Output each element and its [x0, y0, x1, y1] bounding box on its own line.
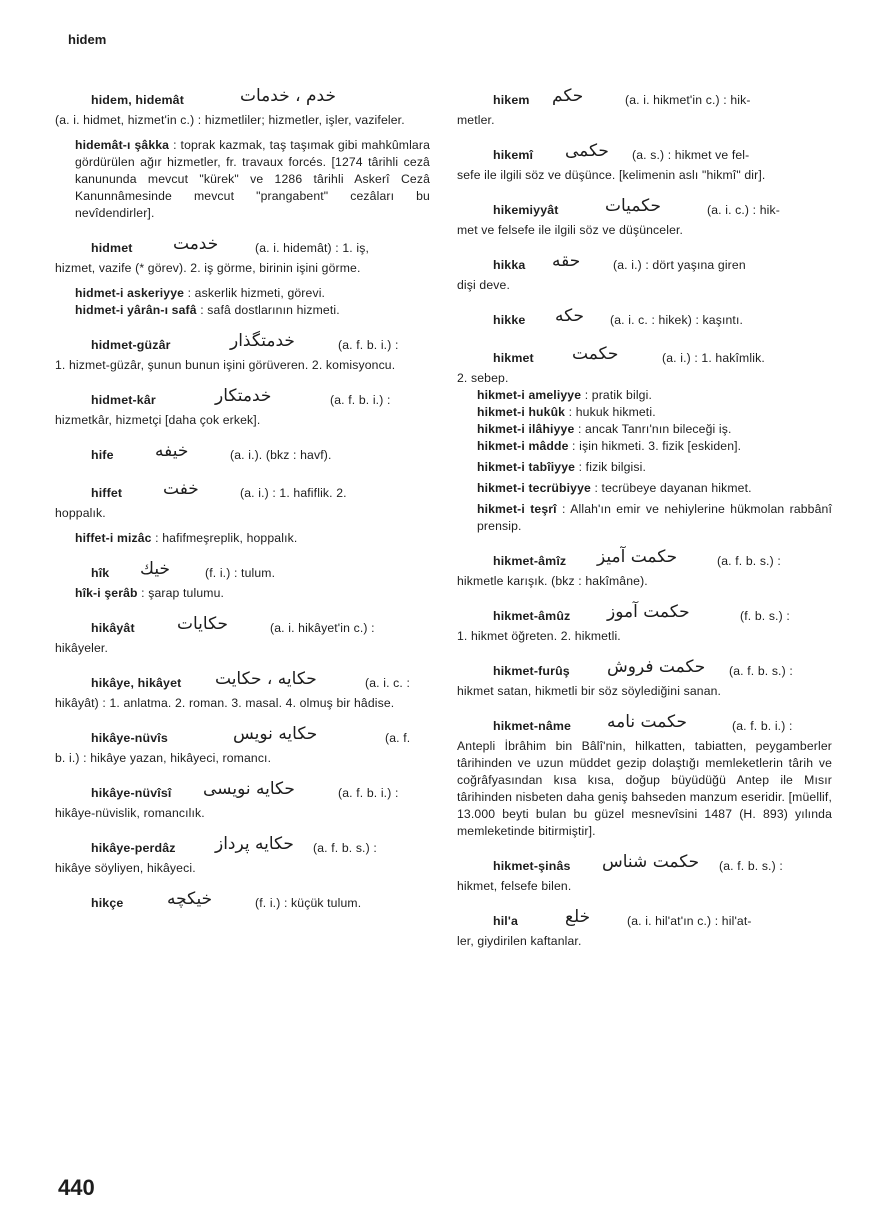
headword: hikka — [493, 258, 526, 272]
entry-subentry — [477, 501, 832, 535]
grammar-note: (f. b. s.) : — [740, 609, 790, 623]
arabic-spelling: حكمت نامه — [607, 712, 687, 732]
definition: hizmet, vazife (* görev). 2. iş görme, birinin işini görme. — [55, 261, 361, 275]
arabic-spelling: حكمى — [565, 141, 609, 161]
entry-hik — [55, 561, 430, 585]
arabic-spelling: حكمت آميز — [597, 547, 678, 567]
grammar-note: (a. i. hikâyet'in c.) : — [270, 621, 375, 635]
entry-hidmet-guzar — [55, 333, 430, 374]
definition-text: : toprak kazmak, taş taşımak gibi mahkûmlara gördürülen ağır hizmetler, fr. travaux forcés. [1274 târihli cezâ kanununda mevcut "kürek" ve 1286 târihli Askerî Cezâ Kanunnâmesinde mevcut "prangabent" cezâları bu nevîdendirler]. — [75, 138, 430, 220]
definition: ler, giydirilen kaftanlar. — [457, 934, 582, 948]
arabic-spelling: حكمت آموز — [607, 602, 690, 622]
headword: hikâyât — [91, 621, 135, 635]
grammar-note: (a. i. c. : — [365, 676, 410, 690]
grammar-note: (a. f. b. i.) : — [338, 338, 399, 352]
definition: sefe ile ilgili söz ve düşünce. [kelimenin aslı "hikmî" dir]. — [457, 168, 766, 182]
grammar-note: (a. s.) : hikmet ve fel- — [632, 148, 750, 162]
arabic-spelling: حكه — [555, 306, 585, 326]
definition — [75, 137, 430, 222]
headword: hikmet-i ilâhiyye — [477, 422, 575, 436]
headword: hidem, hidemât — [91, 93, 184, 107]
entry-hikmet — [457, 346, 832, 387]
headword: hikem — [493, 93, 530, 107]
arabic-spelling: خيكچه — [167, 889, 213, 909]
entry-hidmet — [55, 236, 430, 277]
headword: hidmet-i yârân-ı safâ — [75, 303, 197, 317]
headword: hîk — [91, 566, 110, 580]
arabic-spelling: حكميات — [605, 196, 662, 216]
entry-hikke — [457, 308, 832, 332]
headword: hikmet-i hukûk — [477, 405, 566, 419]
definition-text: : Allah'ın emir ve nehiylerine hükmolan rabbânî prensip. — [477, 502, 832, 533]
arabic-spelling: خدمتكار — [215, 386, 272, 406]
grammar-note: (a. f. b. i.) : — [732, 719, 793, 733]
left-column — [55, 88, 430, 915]
definition: hizmetkâr, hizmetçi [daha çok erkek]. — [55, 413, 261, 427]
definition-text: : tecrübeye dayanan hikmet. — [594, 481, 752, 495]
entry-hikmet-name — [457, 714, 832, 840]
definition: hikâyât) : 1. anlatma. 2. roman. 3. masal. 4. olmuş bir hâdise. — [55, 696, 395, 710]
headword: hife — [91, 448, 114, 462]
grammar-note: (a. f. b. i.) : — [330, 393, 391, 407]
definition-text: : hafifmeşreplik, hoppalık. — [155, 531, 298, 545]
headword: hîk-i şerâb — [75, 586, 138, 600]
headword: hikmet-i teşrî — [477, 502, 557, 516]
definition: 1. hizmet-güzâr, şunun bunun işini görüveren. 2. komisyoncu. — [55, 358, 396, 372]
arabic-spelling: خلع — [565, 907, 591, 927]
grammar-note: (f. i.) : tulum. — [205, 566, 276, 580]
headword: hikmet-i tecrübiyye — [477, 481, 591, 495]
arabic-spelling: حكمت — [572, 344, 619, 364]
headword: hil'a — [493, 914, 519, 928]
grammar-note: (a. i. hikmet'in c.) : hik- — [625, 93, 751, 107]
arabic-spelling: خيفه — [155, 441, 189, 461]
definition-text: : ancak Tanrı'nın bileceği iş. — [577, 422, 732, 436]
entry-subentry — [477, 459, 832, 476]
arabic-spelling: حكمت شناس — [602, 852, 700, 872]
headword: hikemî — [493, 148, 534, 162]
headword: hiffet-i mizâc — [75, 531, 152, 545]
headword: hikmet-furûş — [493, 664, 570, 678]
headword: hikke — [493, 313, 526, 327]
entry-subentry — [477, 480, 832, 497]
arabic-spelling: خدم ، خدمات — [240, 86, 336, 106]
headword: hidmet — [91, 241, 133, 255]
definition-text: : fizik bilgisi. — [578, 460, 647, 474]
headword: hikmet-i tabîiyye — [477, 460, 576, 474]
definition-text: : pratik bilgi. — [584, 388, 652, 402]
entry-hikaye-nuvis — [55, 726, 430, 767]
entry-hife — [55, 443, 430, 467]
grammar-note: (a. f. b. s.) : — [729, 664, 793, 678]
entry-subentry — [477, 404, 832, 421]
entry-hikaye — [55, 671, 430, 712]
entry-subentry — [477, 387, 832, 404]
headword: hikmet-nâme — [493, 719, 572, 733]
definition-text: : işin hikmeti. 3. fizik [eskiden]. — [572, 439, 742, 453]
running-head: hidem — [68, 32, 107, 47]
grammar-note: (a. i.). (bkz : havf). — [230, 448, 332, 462]
grammar-note: (a. f. b. s.) : — [719, 859, 783, 873]
definition: hikâye söyliyen, hikâyeci. — [55, 861, 196, 875]
headword: hikâye, hikâyet — [91, 676, 182, 690]
headword: hikmet-şinâs — [493, 859, 571, 873]
grammar-note: (a. i.) : dört yaşına giren — [613, 258, 746, 272]
entry-subentry — [75, 302, 430, 319]
entry-subentry — [75, 530, 430, 547]
grammar-note: (a. i. hidemât) : 1. iş, — [255, 241, 370, 255]
entry-hikmet-amiz — [457, 549, 832, 590]
entry-subentry — [477, 438, 832, 455]
headword: hikmet-i mâdde — [477, 439, 569, 453]
grammar-note: (a. i.) : 1. hakîmlik. — [662, 351, 765, 365]
arabic-spelling: خدمت — [173, 234, 219, 254]
definition-text: : hukuk hikmeti. — [568, 405, 656, 419]
grammar-note: (a. f. b. s.) : — [313, 841, 377, 855]
arabic-spelling: حكايات — [177, 614, 228, 634]
definition-text: : şarap tulumu. — [141, 586, 225, 600]
definition: metler. — [457, 113, 495, 127]
definition: b. i.) : hikâye yazan, hikâyeci, romancı. — [55, 751, 272, 765]
entry-hidmet-kar — [55, 388, 430, 429]
headword: hikmet-âmûz — [493, 609, 571, 623]
grammar-note: (a. i. hil'at'ın c.) : hil'at- — [627, 914, 752, 928]
definition-text: : askerlik hizmeti, görevi. — [187, 286, 326, 300]
grammar-note: (a. i.) : 1. hafiflik. 2. — [240, 486, 347, 500]
definition: (a. i. hidmet, hizmet'in c.) : hizmetliler; hizmetler, işler, vazifeler. — [55, 113, 405, 127]
entry-hikmet-amuz — [457, 604, 832, 645]
arabic-spelling: حكمت فروش — [607, 657, 706, 677]
headword: hidmet-kâr — [91, 393, 156, 407]
definition-text: : safâ dostlarının hizmeti. — [200, 303, 340, 317]
entry-hiffet — [55, 481, 430, 522]
entry-hikce — [55, 891, 430, 915]
definition: hikmet satan, hikmetli bir söz söylediğini sanan. — [457, 684, 722, 698]
entry-hikemiyyat — [457, 198, 832, 239]
entry-hikmet-sinas — [457, 854, 832, 895]
definition: dişi deve. — [457, 278, 510, 292]
arabic-spelling: خيك — [140, 559, 170, 579]
entry-hikaye-perdaz — [55, 836, 430, 877]
arabic-spelling: حكايه ، حكايت — [215, 669, 317, 689]
definition: 1. hikmet öğreten. 2. hikmetli. — [457, 629, 621, 643]
entry-subentry — [75, 585, 430, 602]
definition: Antepli İbrâhim bin Bâlî'nin, hilkatten, tabiatten, peygamberler târihinden ve uzun müddet gezip dolaştığı memleketlerin târih ve coğrâfyasından kısa kısa, doğup büyüdüğü Antep ile Mısır târihinden nisbeten daha geniş bahseden manzum eseridir. [müellif, 13.000 beyti bulan bu güzel mesnevîsini 1487 (H. 893) yılında memleketinde bitirmiştir]. — [457, 739, 832, 838]
entry-hikmet-furus — [457, 659, 832, 700]
headword: hikmet-i ameliyye — [477, 388, 582, 402]
headword: hidmet-i askeriyye — [75, 286, 185, 300]
headword: hikmet-âmîz — [493, 554, 567, 568]
definition: hikmet, felsefe bilen. — [457, 879, 572, 893]
headword: hikâye-nüvîsî — [91, 786, 172, 800]
arabic-spelling: خدمتگذار — [230, 331, 295, 351]
entry-hidem — [55, 88, 430, 129]
grammar-note: (f. i.) : küçük tulum. — [255, 896, 362, 910]
arabic-spelling: حكايه پرداز — [215, 834, 294, 854]
headword: hikçe — [91, 896, 124, 910]
headword: hidmet-güzâr — [91, 338, 171, 352]
right-column — [457, 88, 832, 950]
definition: hikâye-nüvislik, romancılık. — [55, 806, 205, 820]
headword: hiffet — [91, 486, 123, 500]
grammar-note: (a. i. c.) : hik- — [707, 203, 780, 217]
grammar-note: (a. f. — [385, 731, 411, 745]
headword: hidemât-ı şâkka — [75, 138, 170, 152]
definition: hikmetle karışık. (bkz : hakîmâne). — [457, 574, 648, 588]
entry-hikka — [457, 253, 832, 294]
headword: hikâye-nüvîs — [91, 731, 168, 745]
page-number: 440 — [58, 1175, 95, 1200]
entry-subentry — [75, 137, 430, 222]
entry-hikayat — [55, 616, 430, 657]
entry-subentry — [477, 421, 832, 438]
entry-hikaye-nuvisi — [55, 781, 430, 822]
entry-hikemi — [457, 143, 832, 184]
entry-hikem — [457, 88, 832, 129]
headword: hikmet — [493, 351, 534, 365]
arabic-spelling: حكايه نويس — [233, 724, 318, 744]
entry-hila — [457, 909, 832, 950]
arabic-spelling: حقه — [552, 251, 581, 271]
headword: hikemiyyât — [493, 203, 559, 217]
grammar-note: (a. f. b. s.) : — [717, 554, 781, 568]
definition: hoppalık. — [55, 506, 106, 520]
entry-subentry — [75, 285, 430, 302]
definition: met ve felsefe ile ilgili söz ve düşünceler. — [457, 223, 684, 237]
grammar-note: (a. f. b. i.) : — [338, 786, 399, 800]
definition: hikâyeler. — [55, 641, 108, 655]
arabic-spelling: خفت — [163, 479, 199, 499]
definition: 2. sebep. — [457, 371, 509, 385]
headword: hikâye-perdâz — [91, 841, 176, 855]
arabic-spelling: حكايه نويسى — [203, 779, 295, 799]
arabic-spelling: حكم — [552, 86, 584, 106]
grammar-note: (a. i. c. : hikek) : kaşıntı. — [610, 313, 744, 327]
